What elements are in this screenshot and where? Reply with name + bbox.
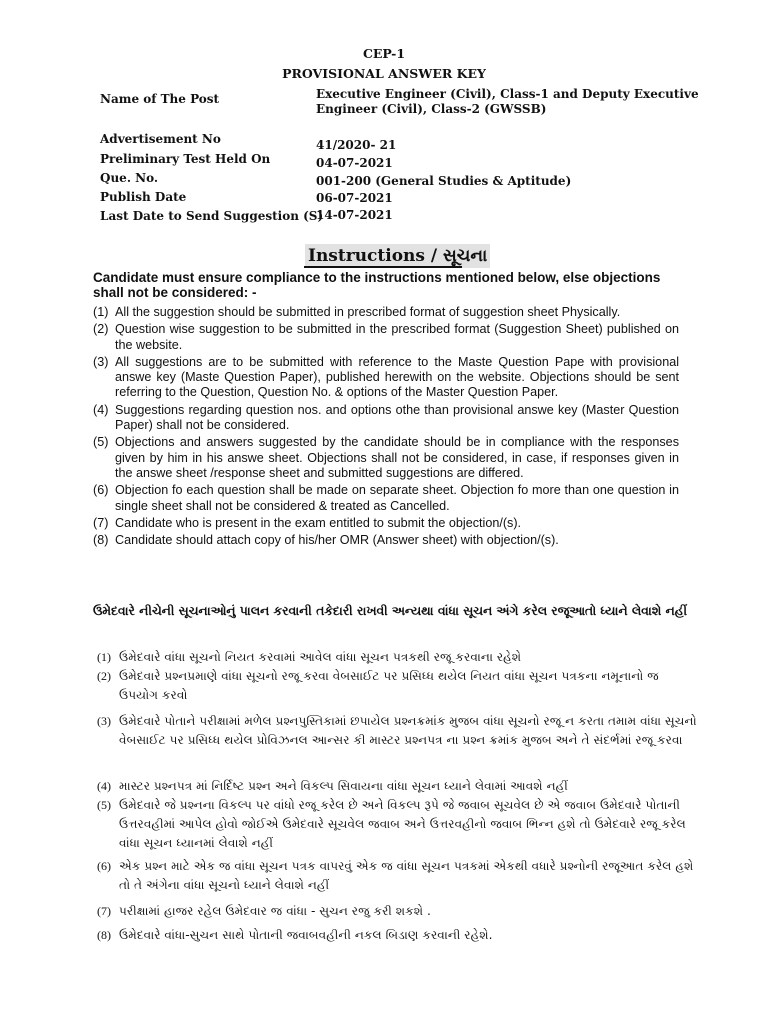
- advertisement-value: 41/2020- 21: [316, 138, 397, 152]
- english-instruction-list: [93, 305, 679, 550]
- english-item: (2) Question wise suggestion to be submitted in the prescribed format (Suggestion Sheet) published on the website.: [93, 322, 679, 352]
- english-item: (6) Objection fo each question shall be made on separate sheet. Objection fo more than one question in single sheet shall not be considered & treated as Cancelled.: [93, 483, 679, 513]
- test-held-value: 04-07-2021: [316, 156, 393, 170]
- gujarati-intro: ઉમેદવારે નીચેની સૂચનાઓનું પાલન કરવાની તકેદારી રાખવી અન્યથા વાંધા સૂચન અંગે કરેલ રજૂઆતો ધ્યાને લેવાશે નહીં: [93, 604, 687, 618]
- english-item: (7) Candidate who is present in the exam entitled to submit the objection/(s).: [93, 515, 522, 530]
- heading-underline: [304, 266, 462, 268]
- post-label: Name of The Post: [100, 92, 220, 106]
- document-code: CEP-1: [362, 46, 406, 61]
- gujarati-item: (1) ઉમેદવારે વાંધા સૂચનો નિયત કરવામાં આવેલ વાંધા સૂચન પત્રકથી રજૂ કરવાના રહેશે: [97, 650, 522, 664]
- question-no-value: 001-200 (General Studies & Aptitude): [316, 174, 572, 188]
- gujarati-item: (3) ઉમેદવારે પોતાને પરીક્ષામાં મળેલ પ્રશ્નપુસ્તિકામાં છપાયેલ પ્રશ્નક્રમાંક મુજબ વાંધા સૂચનો રજૂ ન કરતા તમામ વાંધા સૂચનો વેબસાઈટ પર પ્રસિધ્ધ થયેલ પ્રોવિઝનલ આન્સર કી માસ્ટર પ્રશ્નપત્ર ના પ્રશ્ન ક્રમાંક મુજબ અને તે સંદર્ભમાં રજૂ કરવા: [97, 714, 697, 747]
- last-date-value: 14-07-2021: [316, 208, 393, 222]
- gujarati-item: (8) ઉમેદવારે વાંધા-સુચન સાથે પોતાની જવાબવહીની નકલ બિડાણ કરવાની રહેશે.: [97, 928, 493, 942]
- document-title: PROVISIONAL ANSWER KEY: [282, 66, 486, 81]
- gujarati-item: (5) ઉમેદવારે જે પ્રશ્નના વિકલ્પ પર વાંધો રજૂ કરેલ છે અને વિકલ્પ રૂપે જે જવાબ સૂચવેલ છે એ જવાબ ઉમેદવારે પોતાની ઉત્તરવહીમાં આપેલ હોવો જોઈએ ઉમેદવારે સૂચવેલ જવાબ અને ઉત્તરવહીનો જવાબ ભિન્ન હશે તો ઉમેદવારે રજૂ કરેલ વાંધા સૂચન ધ્યાનમાં લેવાશે નહીં: [97, 798, 686, 850]
- last-date-label: Last Date to Send Suggestion (S): [100, 209, 324, 223]
- english-intro: Candidate must ensure compliance to the instructions mentioned below, else objections shall not be considered: -: [93, 270, 661, 300]
- publish-date-value: 06-07-2021: [316, 191, 393, 205]
- gujarati-item: (7) પરીક્ષામાં હાજર રહેલ ઉમેદવાર જ વાંધા - સુચન રજુ કરી શકશે .: [97, 904, 431, 918]
- instructions-heading: Instructions / સૂચના: [305, 244, 490, 268]
- publish-date-label: Publish Date: [100, 190, 187, 204]
- english-item: (3) All suggestions are to be submitted with reference to the Maste Question Pape with provisional answe key (Maste Question Paper), published herewith on the website. Objections should be sent referring to the Question, Question No. & options of the Master Question Paper.: [93, 354, 679, 400]
- gujarati-item: (4) માસ્ટર પ્રશ્નપત્ર માં નિર્દિષ્ટ પ્રશ્ન અને વિકલ્પ સિવાયના વાંધા સૂચન ધ્યાને લેવામાં આવશે નહીં: [97, 779, 568, 793]
- question-no-label: Que. No.: [100, 171, 159, 185]
- post-value: Executive Engineer (Civil), Class-1 and Deputy Executive Engineer (Civil), Class-2 (GWSSB): [316, 87, 699, 116]
- english-item: (5) Objections and answers suggested by the candidate should be in compliance with the responses given by him in his answe sheet. Objections shall not be considered, in case, if responses given in the answe sheet /response sheet and submitted suggestions are differed.: [93, 435, 679, 480]
- gujarati-item: (2) ઉમેદવારે પ્રશ્નપ્રમાણે વાંધા સૂચનો રજૂ કરવા વેબસાઈટ પર પ્રસિધ્ધ થયેલ નિયત વાંધા સૂચન પત્રકના નમૂનાનો જ ઉપયોગ કરવો: [97, 669, 659, 702]
- advertisement-label: Advertisement No: [100, 132, 221, 146]
- test-held-label: Preliminary Test Held On: [100, 152, 271, 166]
- english-item: (4) Suggestions regarding question nos. and options othe than provisional answe key (Master Question Paper) shall not be considered.: [93, 402, 679, 433]
- english-item: (1) All the suggestion should be submitted in prescribed format of suggestion sheet Physically.: [93, 305, 621, 319]
- english-item: (8) Candidate should attach copy of his/her OMR (Answer sheet) with objection/(s).: [93, 533, 559, 548]
- gujarati-item: (6) એક પ્રશ્ન માટે એક જ વાંધા સૂચન પત્રક વાપરવું એક જ વાંધા સૂચન પત્રકમાં એકથી વધારે પ્રશ્નોની રજૂઆત કરેલ હશે તો તે અંગેના વાંધા સૂચનો ધ્યાને લેવાશે નહીં: [97, 859, 694, 892]
